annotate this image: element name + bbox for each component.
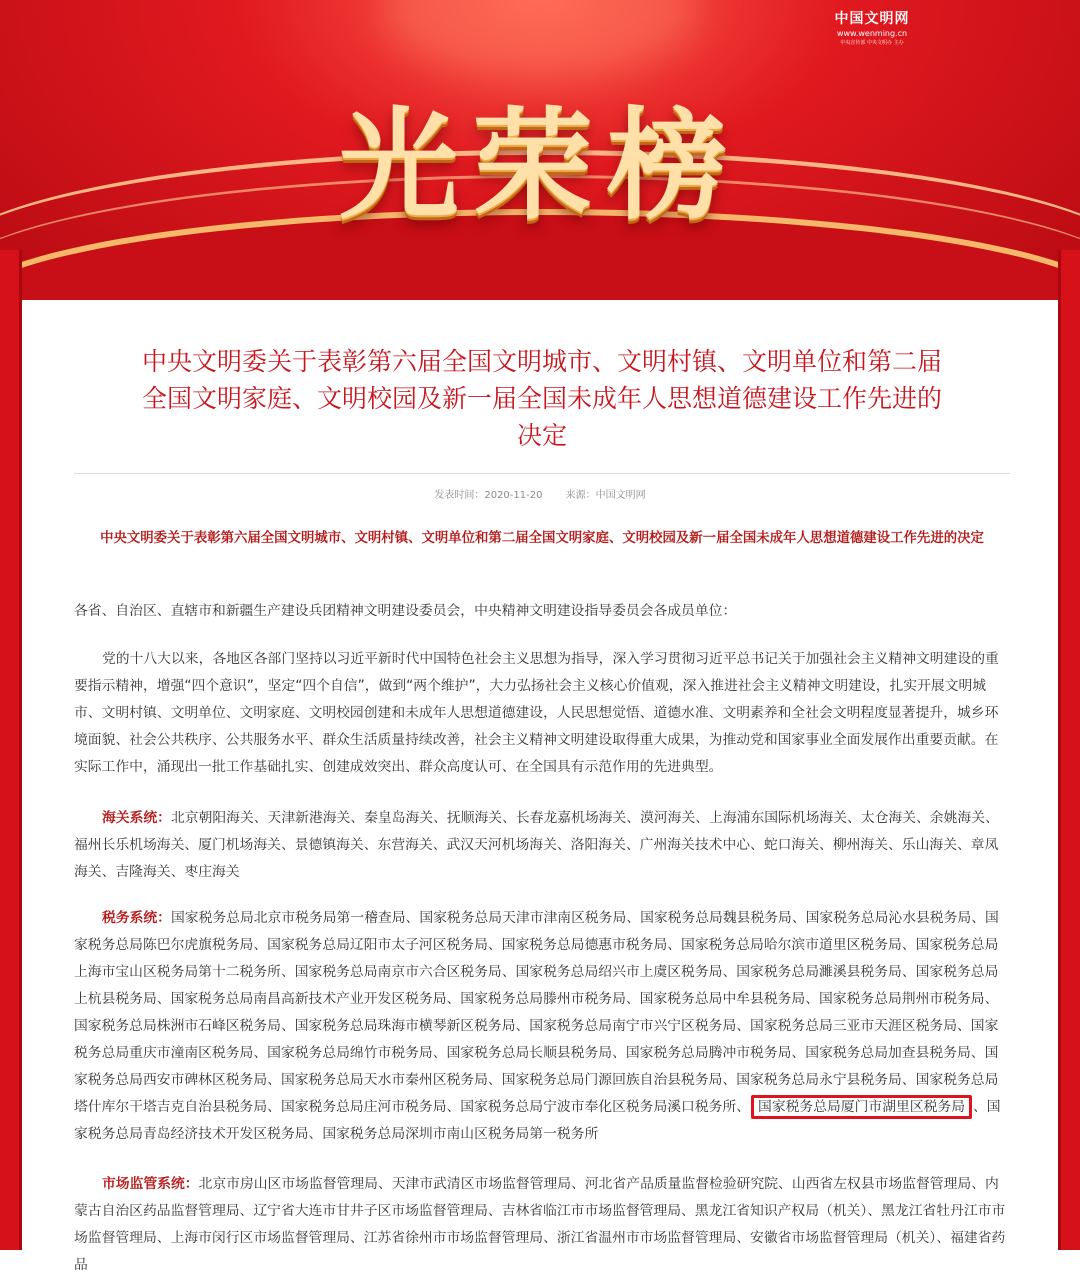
customs-list: 北京朝阳海关、天津新港海关、秦皇岛海关、抚顺海关、长春龙嘉机场海关、漠河海关、上海浦东国际机场海关、太仓海关、余姚海关、福州长乐机场海关、厦门机场海关、景德镇海关、东营海关、武汉天河机场海关、洛阳海关、广州海关技术中心、蛇口海关、柳州海关、乐山海关、章凤海关、吉隆海关、枣庄海关 <box>74 810 999 880</box>
article-subtitle: 中央文明委关于表彰第六届全国文明城市、文明村镇、文明单位和第二届全国文明家庭、文明校园及新一届全国未成年人思想道德建设工作先进的决定 <box>100 531 984 546</box>
light-glow <box>380 0 700 80</box>
customs-paragraph <box>74 805 1010 886</box>
market-label: 市场监管系统： <box>102 1176 199 1192</box>
tax-label: 税务系统： <box>102 910 171 926</box>
header-banner <box>0 0 1080 300</box>
market-paragraph <box>74 1171 1010 1279</box>
logo-name: 中国文明网 <box>834 11 910 27</box>
tax-list-before: 国家税务总局北京市税务局第一稽查局、国家税务总局天津市津南区税务局、国家税务总局魏县税务局、国家税务总局沁水县税务局、国家税务总局陈巴尔虎旗税务局、国家税务总局辽阳市太子河区税务局、国家税务总局德惠市税务局、国家税务总局哈尔滨市道里区税务局、国家税务总局上海市宝山区税务局第十二税务所、国家税务总局南京市六合区税务局、国家税务总局绍兴市上虞区税务局、国家税务总局濉溪县税务局、国家税务总局上杭县税务局、国家税务总局南昌高新技术产业开发区税务局、国家税务总局滕州市税务局、国家税务总局中牟县税务局、国家税务总局荆州市税务局、国家税务总局株洲市石峰区税务局、国家税务总局珠海市横琴新区税务局、国家税务总局南宁市兴宁区税务局、国家税务总局三亚市天涯区税务局、国家税务总局重庆市潼南区税务局、国家税务总局绵竹市税务局、国家税务总局长顺县税务局、国家税务总局腾冲市税务局、国家税务总局加查县税务局、国家税务总局西安市碑林区税务局、国家税务总局天水市秦州区税务局、国家税务总局门源回族自治县税务局、国家税务总局永宁县税务局、国家税务总局塔什库尔干塔吉克自治县税务局、国家税务总局庄河市税务局、国家税务总局宁波市奉化区税务局溪口税务所、 <box>74 910 999 1115</box>
publish-time: 发表时间：2020-11-20 <box>434 490 543 501</box>
logo-url: www.wenming.cn <box>836 29 908 38</box>
article-title-line: 中央文明委关于表彰第六届全国文明城市、文明村镇、文明单位和第二届 <box>141 347 942 376</box>
site-logo[interactable] <box>832 8 912 46</box>
article-title-line: 全国文明家庭、文明校园及新一届全国未成年人思想道德建设工作先进的 <box>141 384 942 413</box>
addressee-paragraph: 各省、自治区、直辖市和新疆生产建设兵团精神文明建设委员会，中央精神文明建设指导委员会各成员单位： <box>74 603 737 619</box>
tax-paragraph <box>74 905 1010 1148</box>
honor-roll-title: 光荣榜 <box>339 95 741 236</box>
article-source: 来源：中国文明网 <box>565 490 646 501</box>
article-meta <box>0 486 1080 501</box>
frame-left-border <box>0 250 22 1250</box>
highlighted-entry: 国家税务总局厦门市湖里区税务局 <box>751 1095 972 1119</box>
frame-right-border <box>1058 250 1080 1250</box>
market-list: 北京市房山区市场监督管理局、天津市武清区市场监督管理局、河北省产品质量监督检验研究院、山西省左权县市场监督管理局、内蒙古自治区药品监督管理局、辽宁省大连市甘井子区市场监督管理局、吉林省临江市市场监督管理局、黑龙江省知识产权局（机关）、黑龙江省牡丹江市市场监督管理局、上海市闵行区市场监督管理局、江苏省徐州市市场监督管理局、浙江省温州市市场监督管理局、安徽省市场监督管理局（机关）、福建省药品 <box>74 1176 1006 1273</box>
article-title-line: 决定 <box>516 421 567 450</box>
customs-label: 海关系统： <box>102 810 171 826</box>
intro-paragraph: 党的十八大以来，各地区各部门坚持以习近平新时代中国特色社会主义思想为指导，深入学习贯彻习近平总书记关于加强社会主义精神文明建设的重要指示精神，增强“四个意识”，坚定“四个自信”，做到“两个维护”，大力弘扬社会主义核心价值观，深入推进社会主义精神文明建设，扎实开展文明城市、文明村镇、文明单位、文明家庭、文明校园创建和未成年人思想道德建设，人民思想觉悟、道德水准、文明素养和全社会文明程度显著提升，城乡环境面貌、社会公共秩序、公共服务水平、群众生活质量持续改善，社会主义精神文明建设取得重大成果，为推动党和国家事业全面发展作出重要贡献。在实际工作中，涌现出一批工作基础扎实、创建成效突出、群众高度认可、在全国具有示范作用的先进典型。 <box>74 651 999 775</box>
tax-list-after: 、国家税务总局青岛经济技术开发区税务局、国家税务总局深圳市南山区税务局第一税务所 <box>74 1099 1001 1142</box>
title-divider <box>74 473 1010 474</box>
logo-tagline: 中央宣传部 中央文明办 主办 <box>840 40 904 46</box>
article-title <box>70 343 1014 454</box>
